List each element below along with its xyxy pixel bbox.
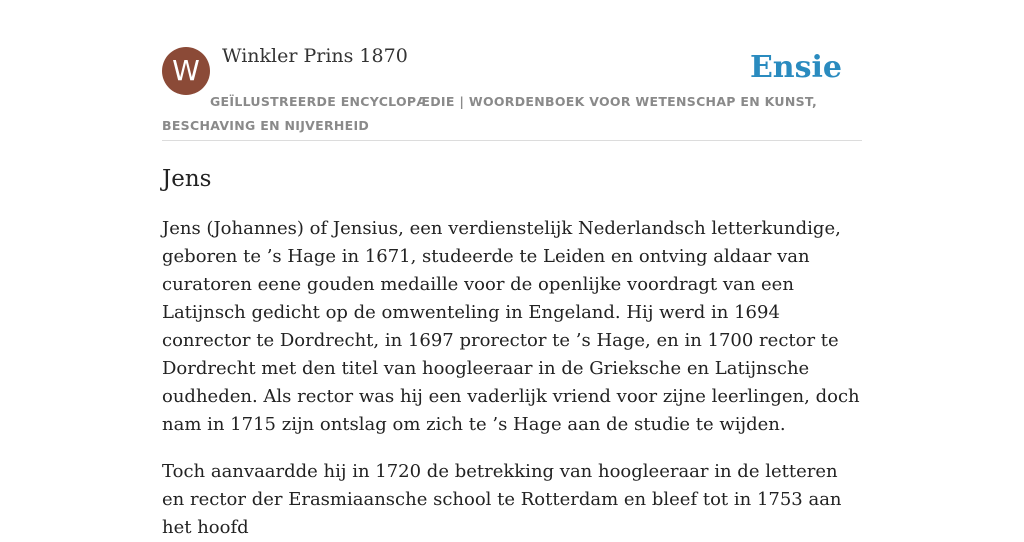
source-subtitle: GEÏLLUSTREERDE ENCYCLOPÆDIE | WOORDENBOEK VOOR WETENSCHAP EN KUNST, BESCHAVING EN NIJVERHEID [162, 94, 818, 133]
header [162, 0, 862, 141]
source-avatar[interactable]: W [162, 47, 210, 95]
article-paragraph: Toch aanvaardde hij in 1720 de betrekking van hoogleeraar in de letteren en rector der Erasmiaansche school te Rotterdam en bleef tot in 1753 aan het hoofd [162, 461, 842, 538]
ensie-logo[interactable]: Ensie [749, 50, 842, 85]
article-title: Jens [162, 166, 212, 192]
article-paragraph: Jens (Johannes) of Jensius, een verdienstelijk Nederlandsch letterkundige, geboren te ’s Hage in 1671, studeerde te Leiden en ontving aldaar van curatoren eene gouden medaille voor de openlijke voordragt van een Latijnsch gedicht op de omwenteling in Engeland. Hij werd in 1694 conrector te Dordrecht, in 1697 prorector te ’s Hage, en in 1700 rector te Dordrecht met den titel van hoogleeraar in de Grieksche en Latijnsche oudheden. Als rector was hij een vaderlijk vriend voor zijne leerlingen, doch nam in 1715 zijn ontslag om zich te ’s Hage aan de studie te wijden. [162, 218, 860, 435]
article [162, 160, 862, 542]
source-title-link[interactable]: Winkler Prins 1870 [222, 45, 408, 67]
